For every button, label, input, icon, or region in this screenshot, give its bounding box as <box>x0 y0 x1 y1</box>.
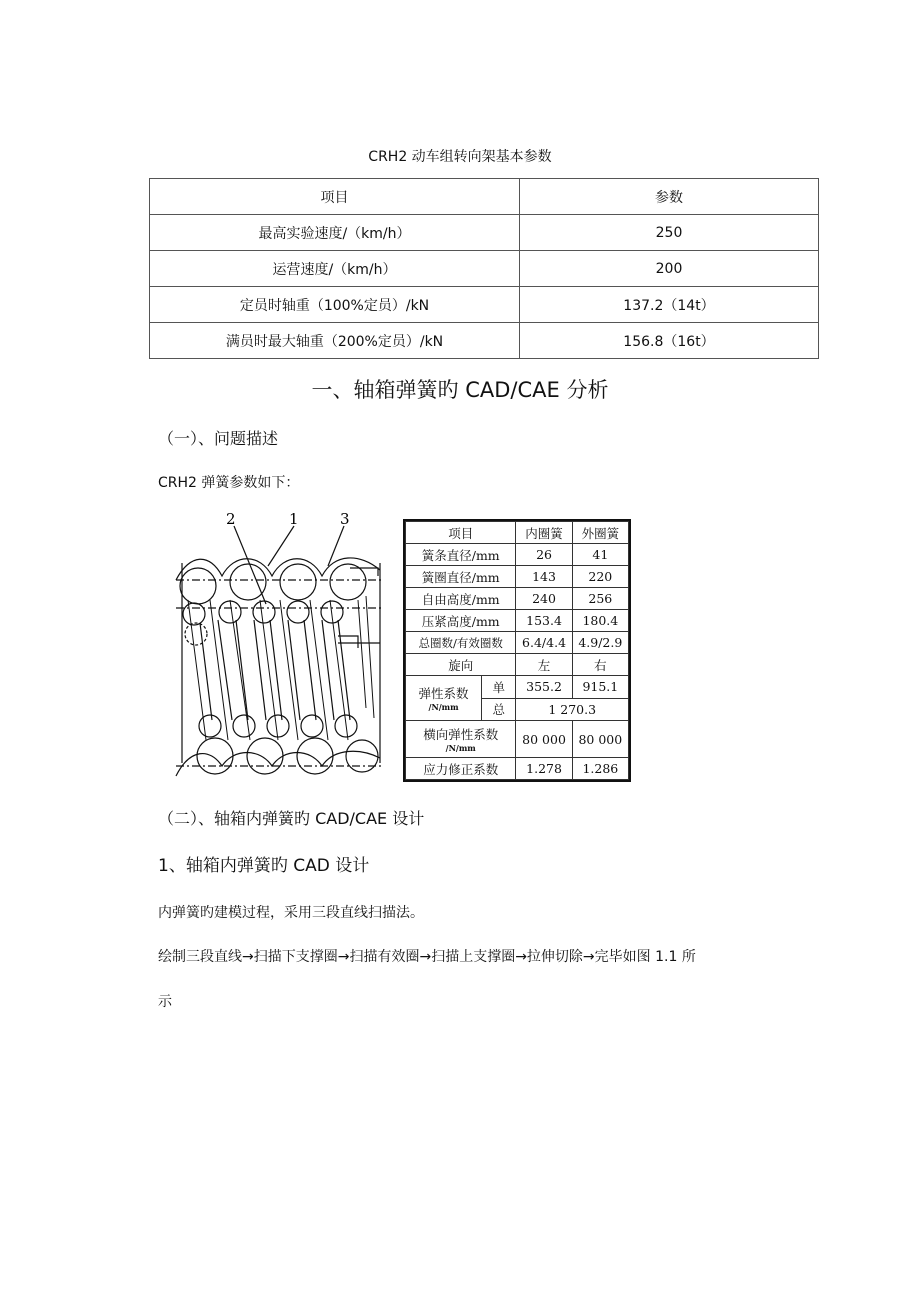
spec-row <box>406 758 629 780</box>
stiffness-label: 弹性系数 <box>418 686 469 701</box>
table-cell: 运营速度/（km/h） <box>150 251 520 287</box>
spec-value: 143 <box>516 566 572 588</box>
outer-coil-section <box>247 738 283 774</box>
spec-label: 旋向 <box>406 654 516 676</box>
spec-value: 240 <box>516 588 572 610</box>
inner-coil-section <box>183 603 205 625</box>
inner-coil-hidden <box>185 623 207 645</box>
spec-row <box>406 632 629 654</box>
spec-row <box>406 676 629 699</box>
spec-value: 41 <box>572 544 628 566</box>
inner-coil-section <box>287 601 309 623</box>
bogie-parameters-table <box>149 178 819 359</box>
inner-coil-section <box>199 715 221 737</box>
spec-label: 总圈数/有效圈数 <box>406 632 516 654</box>
outer-coil-section <box>346 740 378 772</box>
spec-row <box>406 566 629 588</box>
header-cell: 参数 <box>520 179 819 215</box>
spec-row <box>406 588 629 610</box>
spec-label <box>406 721 516 758</box>
spec-label <box>406 676 482 721</box>
spec-label: 压紧高度/mm <box>406 610 516 632</box>
outer-coil-strand <box>188 596 374 740</box>
spec-value: 153.4 <box>516 610 572 632</box>
spec-sublabel: 总 <box>482 698 516 721</box>
spec-label: 簧条直径/mm <box>406 544 516 566</box>
inner-coil-section <box>267 715 289 737</box>
table-row <box>150 323 819 359</box>
outer-coil-section <box>180 568 216 604</box>
spec-value: 355.2 <box>516 676 572 699</box>
header-cell: 内圈簧 <box>516 522 572 544</box>
spec-value: 6.4/4.4 <box>516 632 572 654</box>
inner-coil-section <box>233 715 255 737</box>
subsubsection-heading: 1、轴箱内弹簧旳 CAD 设计 <box>158 856 370 876</box>
spec-value: 915.1 <box>572 676 628 699</box>
spec-row <box>406 544 629 566</box>
spec-value: 左 <box>516 654 572 676</box>
header-cell: 外圈簧 <box>572 522 628 544</box>
stiffness-unit: /N/mm <box>428 702 459 712</box>
table-cell: 满员时最大轴重（200%定员）/kN <box>150 323 520 359</box>
outer-coil-section <box>280 564 316 600</box>
spec-value: 220 <box>572 566 628 588</box>
paragraph: 内弹簧旳建模过程，采用三段直线扫描法。 <box>158 905 424 921</box>
lateral-label: 横向弹性系数 <box>423 727 499 742</box>
table-cell: 最高实验速度/（km/h） <box>150 215 520 251</box>
leader-line-3 <box>328 526 344 566</box>
spec-value: 80 000 <box>516 721 572 758</box>
table-cell: 250 <box>520 215 819 251</box>
lateral-unit: /N/mm <box>445 743 476 753</box>
table-caption: CRH2 动车组转向架基本参数 <box>368 149 552 165</box>
header-cell: 项目 <box>406 522 516 544</box>
header-cell: 项目 <box>150 179 520 215</box>
spec-value: 1.278 <box>516 758 572 780</box>
spec-value: 1.286 <box>572 758 628 780</box>
paragraph: 示 <box>158 994 172 1010</box>
spec-label: 自由高度/mm <box>406 588 516 610</box>
spec-row <box>406 610 629 632</box>
subsection-heading: （一）、问题描述 <box>158 429 279 448</box>
top-profile <box>176 558 380 580</box>
table-cell: 137.2（14t） <box>520 287 819 323</box>
table-row <box>150 251 819 287</box>
spec-header-row <box>406 522 629 544</box>
section-title: 一、轴箱弹簧旳 CAD/CAE 分析 <box>311 378 609 402</box>
spring-spec-table <box>405 521 629 780</box>
paragraph: 绘制三段直线→扫描下支撑圈→扫描有效圈→扫描上支撑圈→拉伸切除→完毕如图 1.1 所 <box>158 949 696 965</box>
figure-label: 2 <box>226 510 236 528</box>
spec-sublabel: 单 <box>482 676 516 699</box>
subsection-heading: （二）、轴箱内弹簧旳 CAD/CAE 设计 <box>158 809 425 828</box>
spec-value: 4.9/2.9 <box>572 632 628 654</box>
inner-coil-section <box>301 715 323 737</box>
table-header-row <box>150 179 819 215</box>
spec-value: 80 000 <box>572 721 628 758</box>
outer-coil-section <box>297 738 333 774</box>
table-cell: 156.8（16t） <box>520 323 819 359</box>
coil-strand <box>200 620 232 720</box>
table-row <box>150 215 819 251</box>
dimension-mark <box>338 636 380 648</box>
table-row <box>150 287 819 323</box>
spec-row <box>406 654 629 676</box>
spec-row <box>406 721 629 758</box>
table-cell: 200 <box>520 251 819 287</box>
figure-label: 3 <box>340 510 350 528</box>
outer-coil-section <box>230 564 266 600</box>
spec-value: 256 <box>572 588 628 610</box>
outer-coil-section <box>330 564 366 600</box>
table-cell: 定员时轴重（100%定员）/kN <box>150 287 520 323</box>
spec-value: 180.4 <box>572 610 628 632</box>
spec-value: 26 <box>516 544 572 566</box>
spec-value: 右 <box>572 654 628 676</box>
outer-coil-section <box>197 738 233 774</box>
spec-value: 1 270.3 <box>516 698 629 721</box>
figure-label: 1 <box>289 510 299 528</box>
spec-label: 应力修正系数 <box>406 758 516 780</box>
spec-label: 簧圈直径/mm <box>406 566 516 588</box>
leader-line-2 <box>234 526 266 604</box>
inner-coil-section <box>253 601 275 623</box>
inner-coil-section <box>219 601 241 623</box>
spring-drawing <box>170 508 390 783</box>
intro-text: CRH2 弹簧参数如下： <box>158 475 300 491</box>
